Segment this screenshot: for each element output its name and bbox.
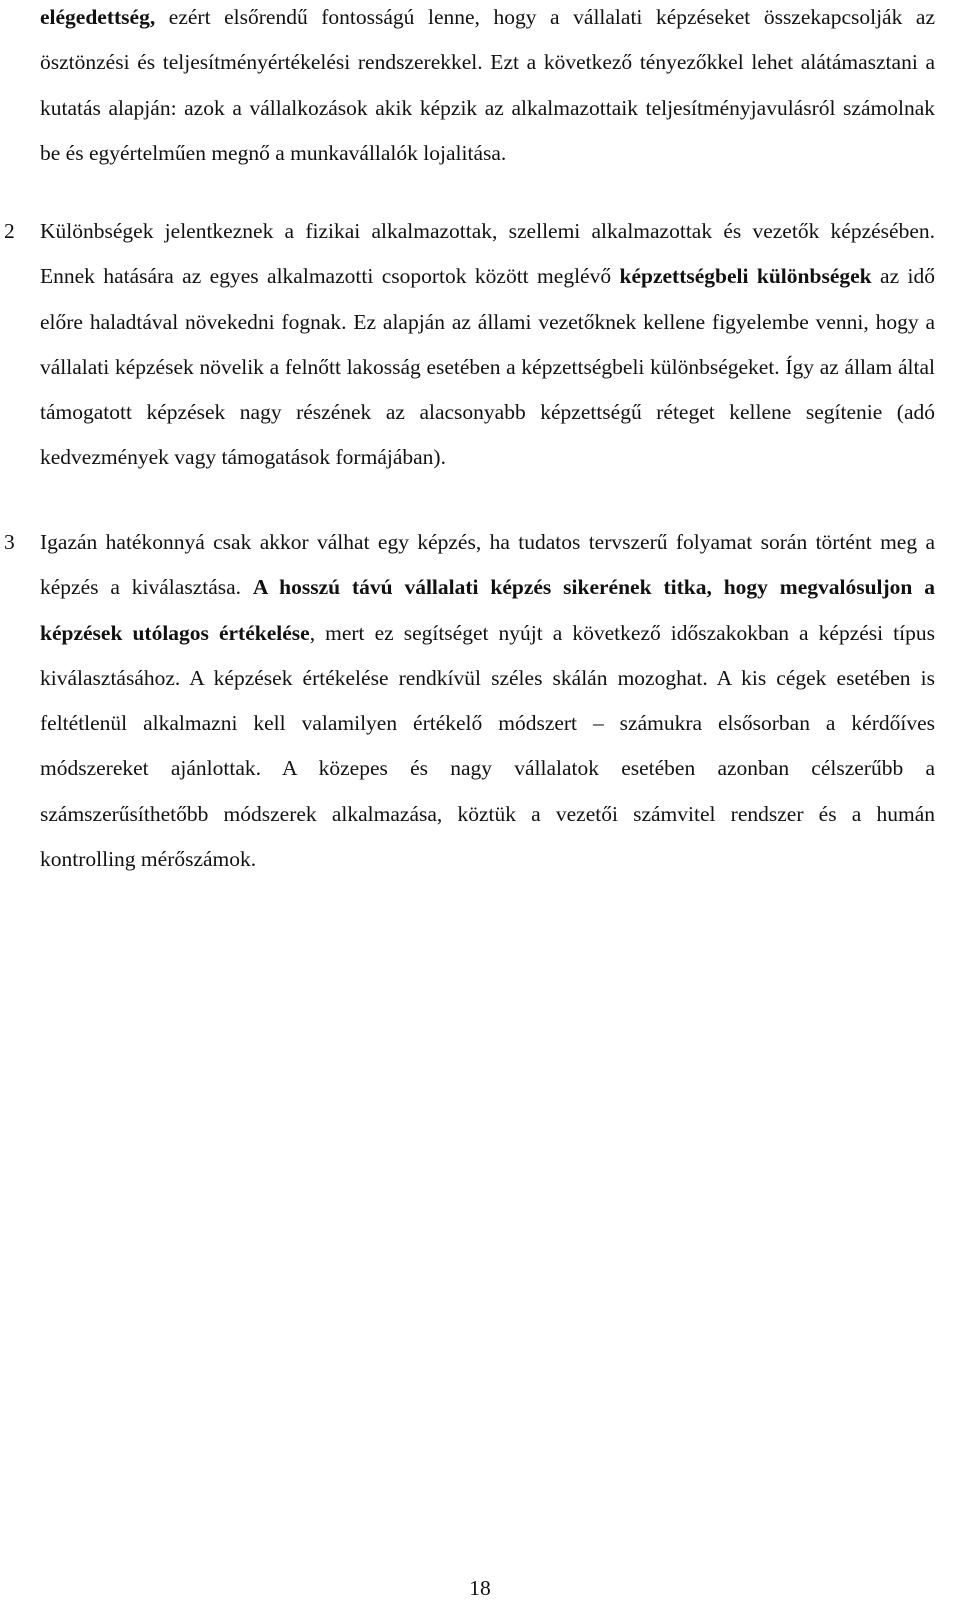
numbered-paragraph-3 [4,520,935,882]
bold-lead-text: elégedettség, [40,5,156,29]
paragraph-number: 3 [4,530,15,554]
paragraph-text-before: Különbségek jelentkeznek a fizikai alkalmazottak, szellemi alkalmazottak és vezetők képzésében. Ennek hatására az egyes alkalmazotti csoportok között meglévő [40,219,935,289]
paragraph-text: ezért elsőrendű fontosságú lenne, hogy a vállalati képzéseket összekapcsolják az ösztönzési és teljesítményértékelési rendszerekkel. Ezt a következő tényezőkkel lehet alátámasztani a kutatás alapján: azok a vállalkozások akik képzik az alkalmazottaik teljesítményjavulásról számolnak be és egyértelműen megnő a munkavállalók lojalitása. [40,5,935,165]
bold-emphasis: képzettségbeli különbségek [619,264,872,289]
paragraph-text-before: Igazán hatékonnyá csak akkor válhat egy képzés, ha tudatos tervszerű folyamat során történt meg a képzés a kiválasztása. [40,530,935,600]
paragraph-number: 2 [4,219,15,243]
numbered-paragraph-2 [4,209,935,481]
paragraph-text-after: az idő előre haladtával növekedni fognak. Ez alapján az állami vezetőknek kellene figyelembe venni, hogy a vállalati képzések növelik a felnőtt lakosság esetében a képzettségbeli különbségeket. Így az állam által támogatott képzések nagy részének az alacsonyabb képzettségű réteget kellene segítenie (adó kedvezmények vagy támogatások formájában). [40,264,935,470]
paragraph-text-after: , mert ez segítséget nyújt a következő időszakokban a képzési típus kiválasztásához. A képzések értékelése rendkívül széles skálán mozoghat. A kis cégek esetében is feltétlenül alkalmazni kell valamilyen értékelő módszert – számukra elsősorban a kérdőíves módszereket ajánlottak. A közepes és nagy vállalatok esetében azonban célszerűbb a számszerűsíthetőbb módszerek alkalmazása, köztük a vezetői számvitel rendszer és a humán kontrolling mérőszámok. [40,620,935,872]
page-number: 18 [469,1576,491,1600]
paragraph-continuation [40,0,935,176]
bold-emphasis: A hosszú távú vállalati képzés sikerének titka, hogy megvalósuljon a képzések utólagos értékelése [40,575,935,645]
